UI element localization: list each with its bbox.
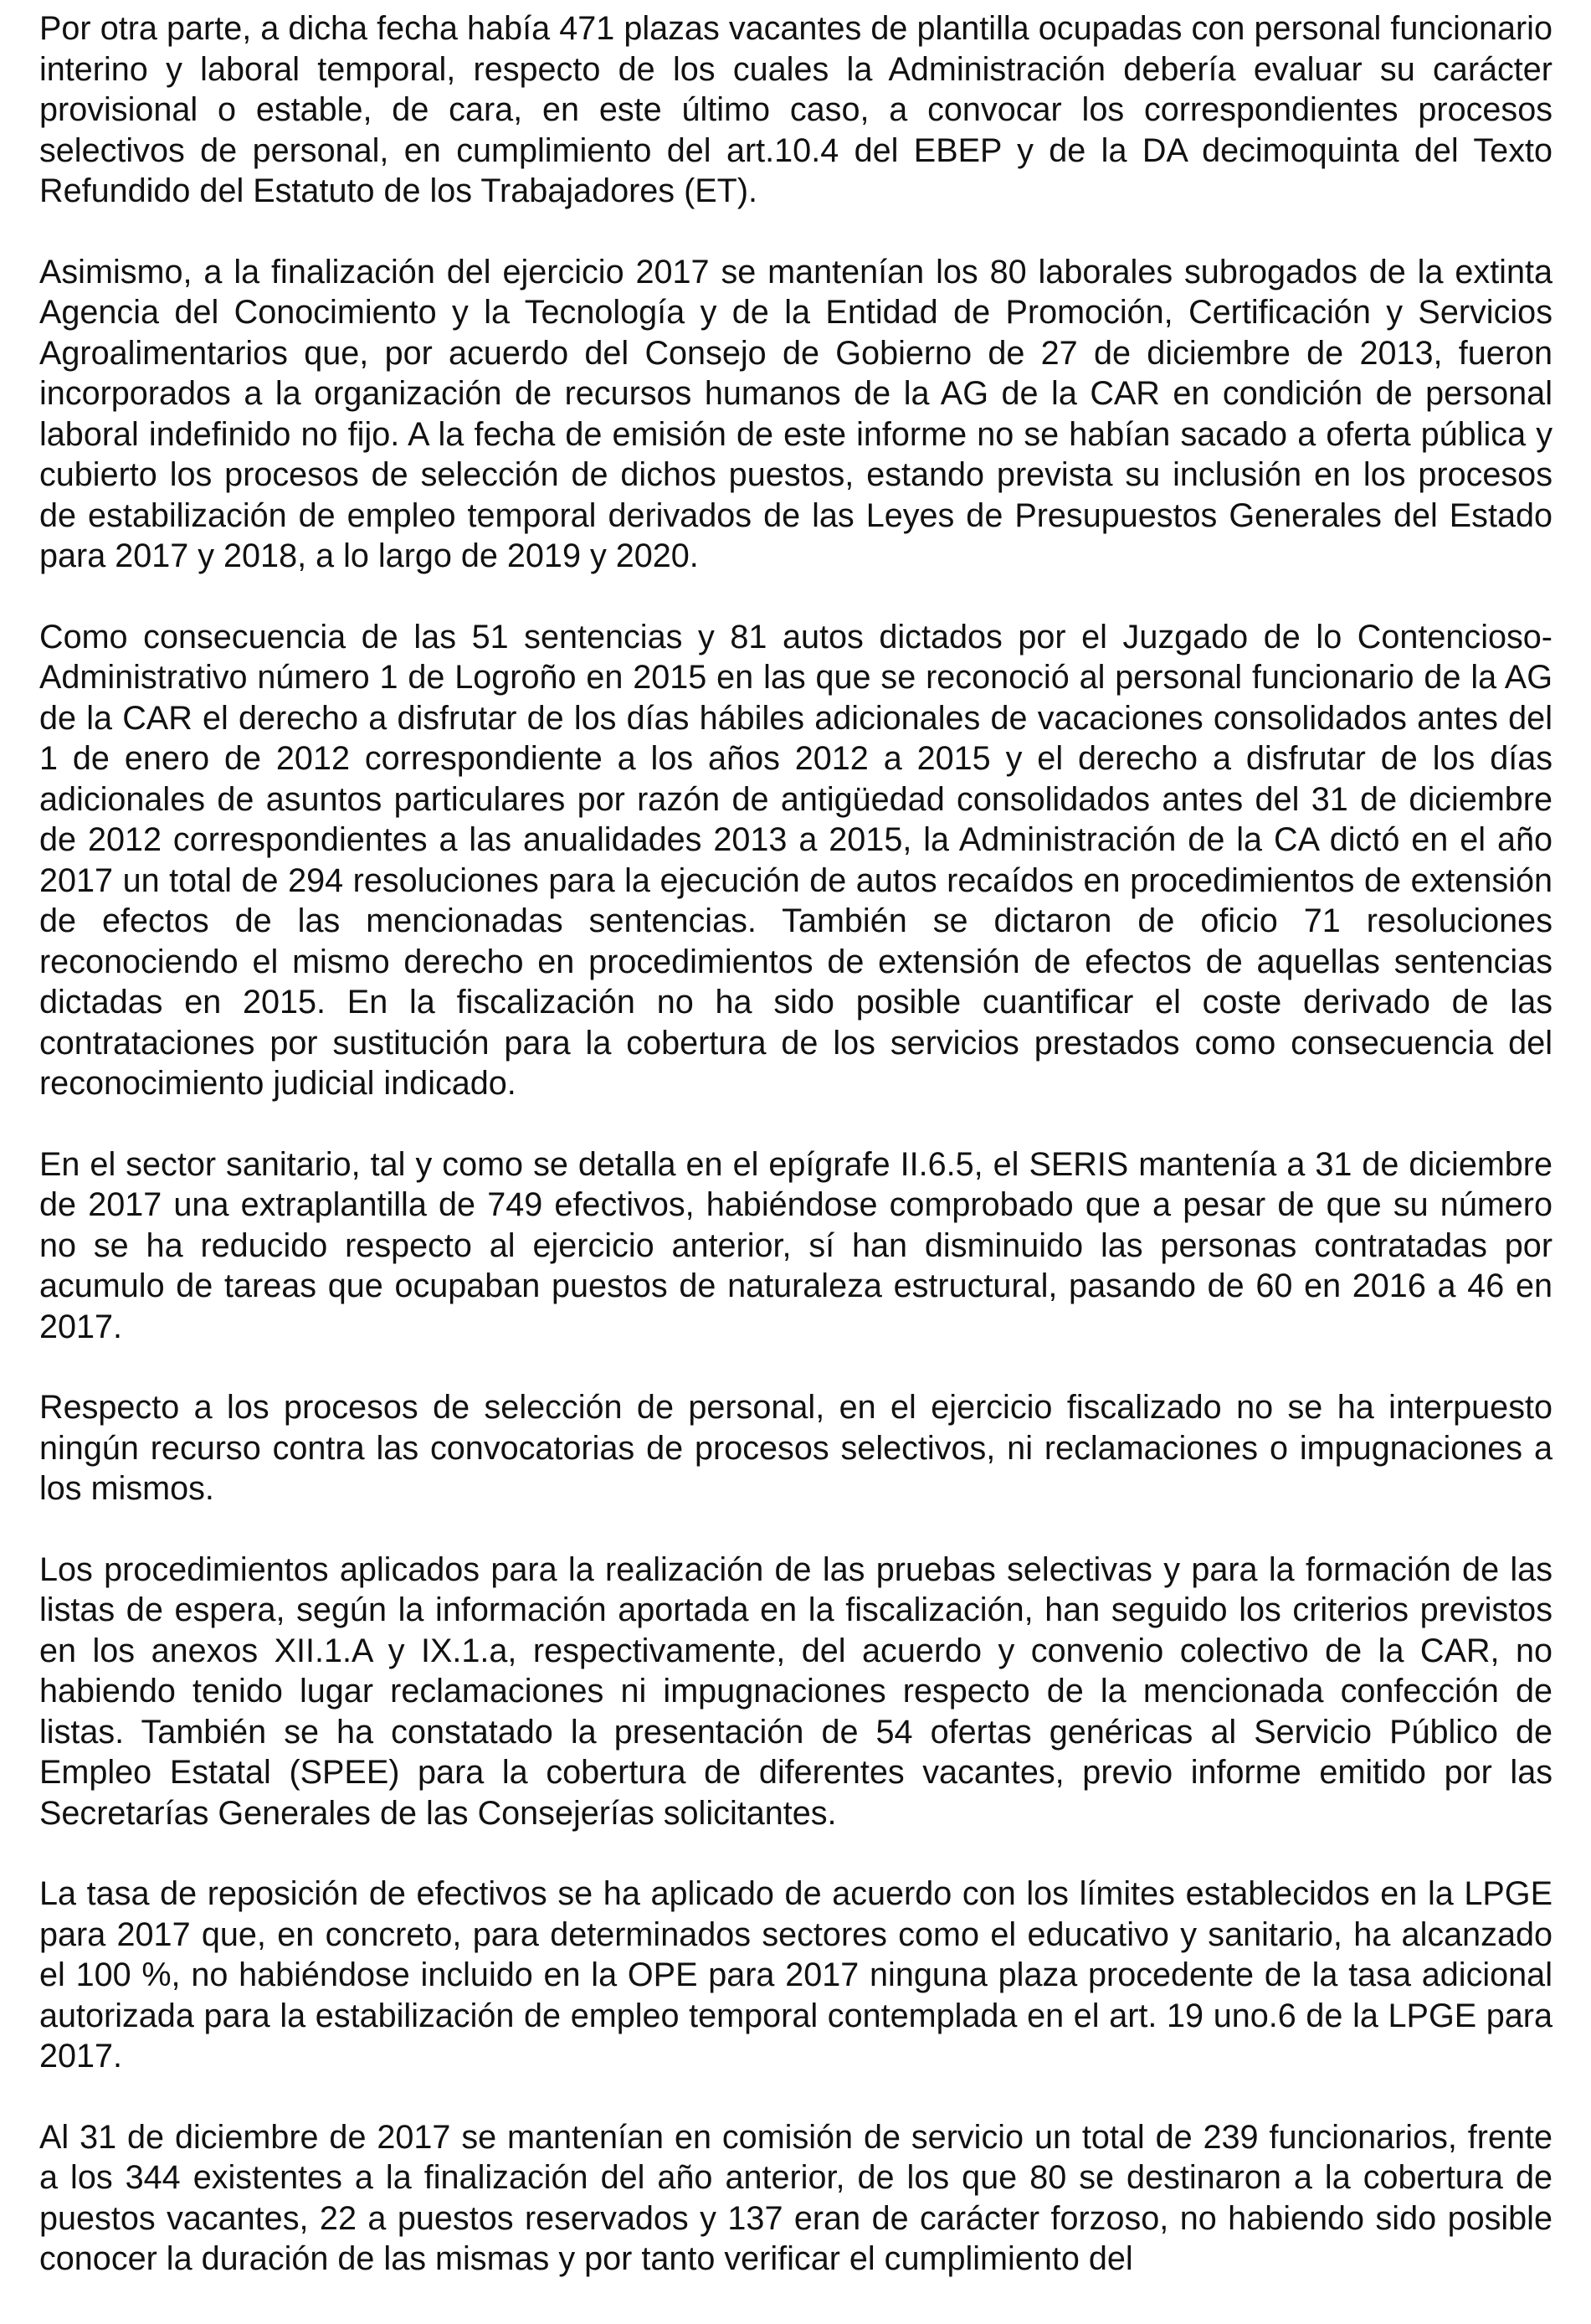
paragraph-vacant-positions: Por otra parte, a dicha fecha había 471 plazas vacantes de plantilla ocupadas con personal funcionario interino y laboral temporal, respecto de los cuales la Administración debería evaluar su carácter provisional o estable, de cara, en este último caso, a convocar los correspondientes procesos selectivos de personal, en cumplimiento del art.10.4 del EBEP y de la DA decimoquinta del Texto Refundido del Estatuto de los Trabajadores (ET). — [39, 10, 1553, 209]
paragraph-court-rulings: Como consecuencia de las 51 sentencias y 81 autos dictados por el Juzgado de lo Contencioso-Administrativo número 1 de Logroño en 2015 en las que se reconoció al personal funcionario de la AG de la CAR el derecho a disfrutar de los días hábiles adicionales de vacaciones consolidados antes del 1 de enero de 2012 correspondiente a los años 2012 a 2015 y el derecho a disfrutar de los días adicionales de asuntos particulares por razón de antigüedad consolidados antes del 31 de diciembre de 2012 correspondientes a las anualidades 2013 a 2015, la Administración de la CA dictó en el año 2017 un total de 294 resoluciones para la ejecución de autos recaídos en procedimientos de extensión de efectos de las mencionadas sentencias. También se dictaron de oficio 71 resoluciones reconociendo el mismo derecho en procedimientos de extensión de efectos de aquellas sentencias dictadas en 2015. En la fiscalización no ha sido posible cuantificar el coste derivado de las contrataciones por sustitución para la cobertura de los servicios prestados como consecuencia del reconocimiento judicial indicado. — [39, 618, 1553, 1102]
document-page — [39, 8, 1553, 2280]
paragraph-subrogated-staff: Asimismo, a la finalización del ejercicio 2017 se mantenían los 80 laborales subrogados de la extinta Agencia del Conocimiento y la Tecnología y de la Entidad de Promoción, Certificación y Servicios Agroalimentarios que, por acuerdo del Consejo de Gobierno de 27 de diciembre de 2013, fueron incorporados a la organización de recursos humanos de la AG de la CAR en condición de personal laboral indefinido no fijo. A la fecha de emisión de este informe no se habían sacado a oferta pública y cubierto los procesos de selección de dichos puestos, estando prevista su inclusión en los procesos de estabilización de empleo temporal derivados de las Leyes de Presupuestos Generales del Estado para 2017 y 2018, a lo largo de 2019 y 2020. — [39, 253, 1553, 574]
paragraph-procedures: Los procedimientos aplicados para la realización de las pruebas selectivas y para la formación de las listas de espera, según la información aportada en la fiscalización, han seguido los criterios previstos en los anexos XII.1.A y IX.1.a, respectivamente, del acuerdo y convenio colectivo de la CAR, no habiendo tenido lugar reclamaciones ni impugnaciones respecto de la mencionada confección de listas. También se ha constatado la presentación de 54 ofertas genéricas al Servicio Público de Empleo Estatal (SPEE) para la cobertura de diferentes vacantes, previo informe emitido por las Secretarías Generales de las Consejerías solicitantes. — [39, 1550, 1553, 1832]
paragraph-selection-processes: Respecto a los procesos de selección de personal, en el ejercicio fiscalizado no se ha interpuesto ningún recurso contra las convocatorias de procesos selectivos, ni reclamaciones o impugnaciones a los mismos. — [39, 1389, 1553, 1507]
paragraph-service-commission: Al 31 de diciembre de 2017 se mantenían en comisión de servicio un total de 239 funcionarios, frente a los 344 existentes a la finalización del año anterior, de los que 80 se destinaron a la cobertura de puestos vacantes, 22 a puestos reservados y 137 eran de carácter forzoso, no habiendo sido posible conocer la duración de las mismas y por tanto verificar el cumplimiento del — [39, 2118, 1553, 2277]
paragraph-health-sector: En el sector sanitario, tal y como se detalla en el epígrafe II.6.5, el SERIS mantenía a 31 de diciembre de 2017 una extraplantilla de 749 efectivos, habiéndose comprobado que a pesar de que su número no se ha reducido respecto al ejercicio anterior, sí han disminuido las personas contratadas por acumulo de tareas que ocupaban puestos de naturaleza estructural, pasando de 60 en 2016 a 46 en 2017. — [39, 1145, 1553, 1345]
paragraph-replacement-rate: La tasa de reposición de efectivos se ha aplicado de acuerdo con los límites establecidos en la LPGE para 2017 que, en concreto, para determinados sectores como el educativo y sanitario, ha alcanzado el 100 %, no habiéndose incluido en la OPE para 2017 ninguna plaza procedente de la tasa adicional autorizada para la estabilización de empleo temporal contemplada en el art. 19 uno.6 de la LPGE para 2017. — [39, 1875, 1553, 2075]
